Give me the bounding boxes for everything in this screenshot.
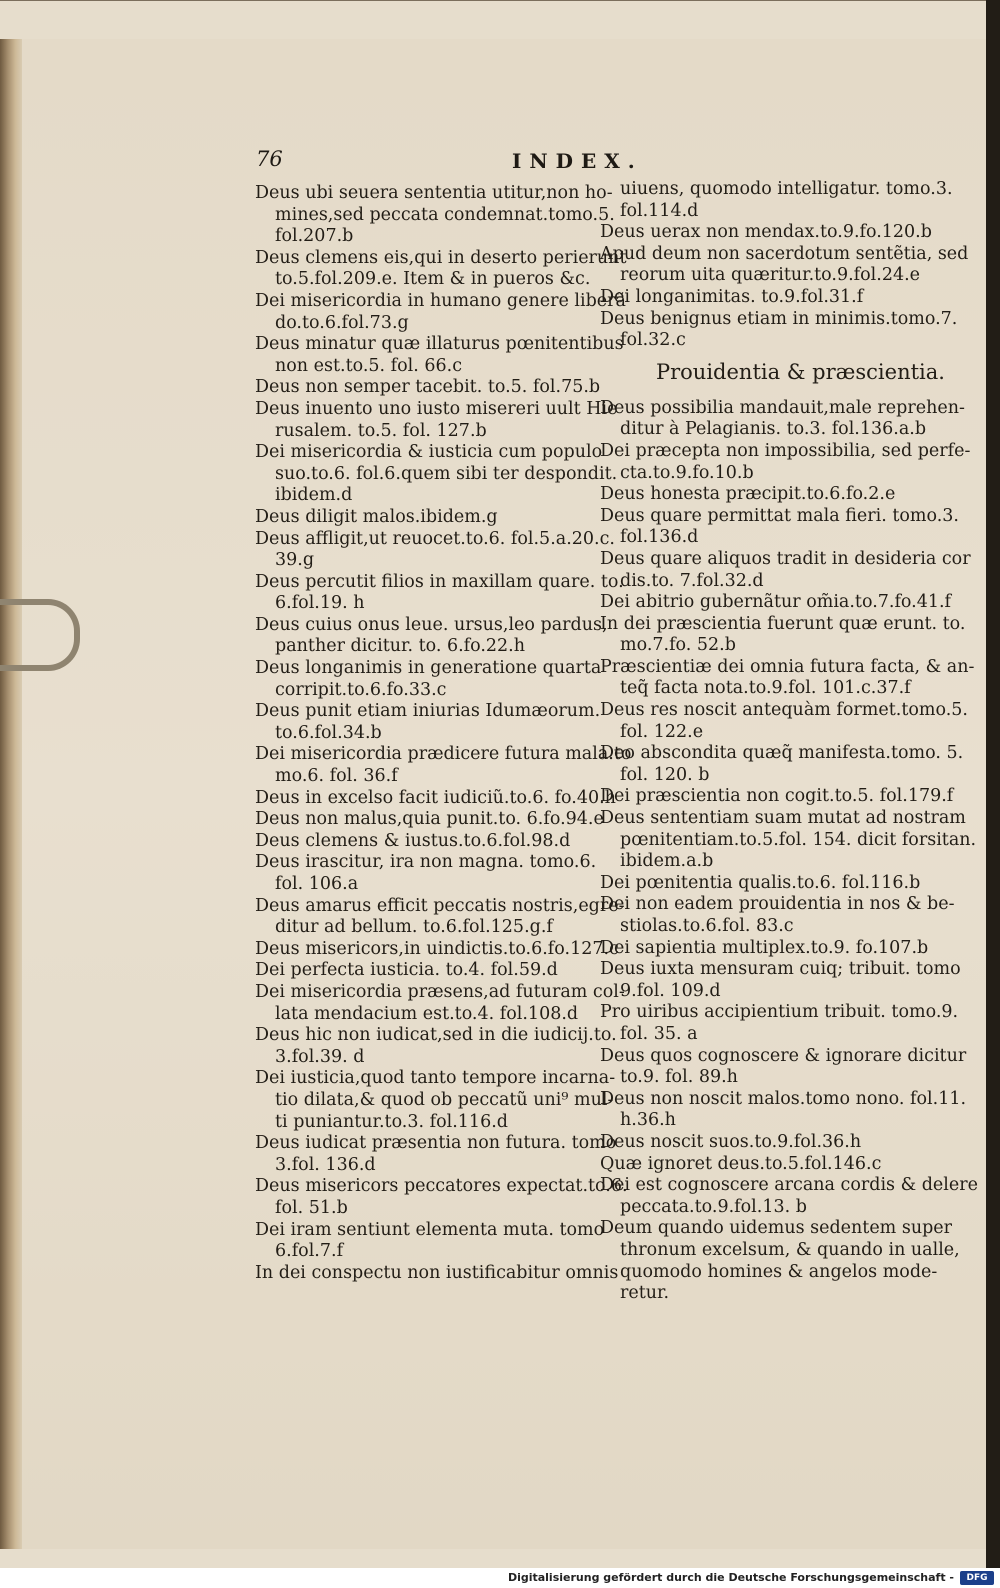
index-entry-line: fol.207.b: [275, 226, 354, 247]
index-entry-line: Dei misericordia in humano genere liberã: [255, 290, 626, 311]
index-entry: [255, 852, 600, 895]
index-entry-line: Deus iuxta mensuram cuiq; tribuit. tomo: [600, 959, 961, 980]
index-entry: [255, 247, 627, 291]
index-entry-line: Deus misericors peccatores expectat.to.6.: [255, 1176, 628, 1197]
index-entry-line: Deus percutit filios in maxillam quare. to.: [255, 571, 624, 592]
footer-bar: [0, 1568, 1000, 1588]
index-entry: [255, 701, 600, 744]
index-entry-line: Deus irascitur, ira non magna. tomo.6.: [255, 852, 597, 873]
index-entry: [600, 743, 964, 786]
index-entry-line: fol.114.d: [620, 200, 699, 221]
index-entry: [600, 873, 950, 895]
index-entry-line: Deum quando uidemus sedentem super: [600, 1218, 953, 1239]
index-entry-line: fol. 122.e: [620, 721, 704, 742]
index-entry-line: Dei perfecta iusticia. to.4. fol.59.d: [255, 960, 558, 981]
index-entry-line: Deus res noscit antequàm formet.tomo.5.: [600, 700, 968, 721]
index-entry-line: Deus in excelso facit iudiciũ.to.6. fo.40.h: [255, 787, 616, 808]
index-entry: [600, 592, 950, 614]
index-entry-line: Dei longanimitas. to.9.fol.31.f: [600, 286, 864, 307]
index-entry-line: Dei misericordia præsens,ad futuram col-: [255, 981, 625, 1002]
index-entry-line: peccata.to.9.fol.13. b: [620, 1196, 807, 1217]
index-entry-line: Quæ ignoret deus.to.5.fol.146.c: [600, 1153, 882, 1174]
index-entry: [600, 243, 969, 287]
index-entry-line: In dei præscientia fuerunt quæ erunt. to.: [600, 613, 966, 634]
index-entry-line: Præscientiæ dei omnia futura facta, & an-: [600, 656, 975, 677]
index-entry-line: Dei misericordia & iusticia cum populo: [255, 442, 603, 463]
index-entry: [255, 398, 618, 442]
index-entry-line: Deus sententiam suam mutat ad nostram: [600, 808, 966, 829]
index-entry-line: Deus inuento uno iusto misereri uult Hie: [255, 398, 618, 419]
index-entry: [255, 1262, 619, 1285]
index-entry-line: non est.to.5. fol. 66.c: [275, 355, 463, 376]
index-entry-line: ti puniantur.to.3. fol.116.d: [275, 1111, 508, 1132]
index-entry-line: 3.fol.39. d: [275, 1046, 365, 1067]
index-entry-line: Deus ubi seuera sententia utitur,non ho-: [255, 183, 613, 203]
index-entry-line: 9.fol. 109.d: [620, 980, 721, 1001]
index-entry: [600, 938, 950, 960]
index-entry: [255, 442, 618, 507]
index-entry-line: fol. 106.a: [275, 874, 359, 894]
index-entry: [255, 377, 600, 399]
index-entry: [600, 548, 971, 592]
index-entry: [255, 1068, 616, 1133]
index-entry-line: 39.g: [275, 550, 315, 571]
bookmark-clip: [0, 599, 80, 671]
index-entry-line: fol.136.d: [620, 527, 699, 548]
index-entry-line: Dei iram sentiunt elementa muta. tomo: [255, 1219, 605, 1240]
index-entry-line: Deus quos cognoscere & ignorare dicitur: [600, 1045, 967, 1066]
index-entry: [600, 808, 977, 873]
index-entry-line: lata mendacium est.to.4. fol.108.d: [275, 1003, 579, 1024]
index-entry: [255, 1176, 628, 1219]
index-entry-line: thronum excelsum, & quando in ualle,: [620, 1239, 960, 1260]
index-entry: [255, 744, 632, 787]
index-entry-line: Deus quare aliquos tradit in desideria cor: [600, 548, 971, 569]
index-entry: [600, 1002, 959, 1045]
index-entry: [600, 613, 966, 657]
index-entry-line: Dei sapientia multiplex.to.9. fo.107.b: [600, 937, 929, 958]
index-entry-line: rusalem. to.5. fol. 127.b: [275, 420, 487, 441]
scan-background: [986, 0, 1000, 1568]
index-entry-line: Dei præcepta non impossibilia, sed perfe-: [600, 440, 971, 461]
index-entry-line: Dei est cognoscere arcana cordis & delere: [600, 1175, 978, 1196]
index-entry: [255, 981, 625, 1025]
index-entry-line: Deus possibilia mandauit,male reprehen-: [600, 397, 965, 418]
index-entry: [600, 179, 953, 222]
index-entry-line: Deus clemens & iustus.to.6.fol.98.d: [255, 830, 571, 851]
index-entry-line: teq̃ facta nota.to.9.fol. 101.c.37.f: [620, 678, 911, 699]
page-number: 76: [256, 147, 283, 171]
index-entry: [255, 507, 600, 529]
index-entry-line: Deus quare permittat mala fieri. tomo.3.: [600, 505, 959, 526]
index-entry: [600, 786, 954, 808]
index-entry: [255, 614, 608, 658]
index-entry: [600, 505, 959, 549]
running-head: INDEX.: [512, 149, 643, 173]
index-column-right: [600, 179, 978, 1305]
index-entry-line: h.36.h: [620, 1110, 676, 1131]
index-entry-line: Deus honesta præcipit.to.6.fo.2.e: [600, 484, 896, 505]
index-entry: [255, 831, 600, 853]
index-entry-line: Deus misericors,in uindictis.to.6.fo.127.c: [255, 938, 619, 959]
index-entry: [600, 700, 968, 743]
index-entry: [255, 183, 615, 248]
index-entry-line: do.to.6.fol.73.g: [275, 312, 409, 333]
index-entry-line: stiolas.to.6.fol. 83.c: [620, 916, 794, 936]
index-entry-line: fol. 120. b: [620, 764, 710, 785]
index-entry-line: 3.fol. 136.d: [275, 1154, 376, 1175]
index-entry: [600, 397, 965, 441]
index-entry-line: Deus punit etiam iniurias Idumæorum.: [255, 701, 601, 722]
index-entry: [255, 1133, 617, 1176]
index-entry-line: cta.to.9.fo.10.b: [620, 462, 754, 483]
index-entry-line: Dei pœnitentia qualis.to.6. fol.116.b: [600, 872, 921, 893]
index-entry: [255, 895, 625, 939]
right-entries-top: [600, 179, 969, 352]
section-heading: Prouidentia & præscientia.: [656, 359, 945, 384]
index-entry-line: ibidem.a.b: [620, 851, 714, 872]
index-entry-line: Dei iusticia,quod tanto tempore incarna-: [255, 1068, 616, 1089]
footer-credit: Digitalisierung gefördert durch die Deutsche Forschungsgemeinschaft -: [507, 1571, 954, 1584]
index-entry-line: retur.: [620, 1283, 670, 1304]
index-entry-line: fol. 35. a: [620, 1023, 698, 1044]
index-entry: [600, 1045, 967, 1089]
index-entry-line: Deus diligit malos.ibidem.g: [255, 506, 498, 527]
dfg-logo: DFG: [960, 1571, 994, 1585]
index-entry: [255, 571, 624, 615]
index-entry: [600, 1175, 978, 1218]
index-entry-line: ibidem.d: [275, 485, 353, 506]
index-entry-line: ditur ad bellum. to.6.fol.125.g.f: [275, 917, 553, 938]
index-entry-line: Deus non semper tacebit. to.5. fol.75.b: [255, 377, 601, 398]
index-entry: [600, 308, 958, 352]
index-entry-line: Deus minatur quæ illaturus pœnitentibus: [255, 334, 624, 355]
index-entry-line: Deo abscondita quæq̃ manifesta.tomo. 5.: [600, 743, 964, 764]
index-entry-line: Deus non noscit malos.tomo nono. fol.11.: [600, 1088, 967, 1109]
index-entry: [255, 787, 616, 810]
index-entry-line: fol.32.c: [620, 330, 686, 351]
index-entry: [600, 222, 950, 244]
index-entry-line: dis.to. 7.fol.32.d: [620, 570, 764, 591]
index-entry-line: 6.fol.19. h: [275, 593, 365, 614]
index-entry: [600, 1154, 950, 1176]
index-entry-line: ditur à Pelagianis. to.3. fol.136.a.b: [620, 419, 927, 440]
index-entry-line: In dei conspectu non iustificabitur omnis: [255, 1262, 619, 1283]
index-entry-line: Apud deum non sacerdotum sentẽtia, sed: [600, 243, 969, 264]
index-entry-line: Dei misericordia prædicere futura mala.to: [255, 744, 632, 765]
index-entry-line: corripit.to.6.fo.33.c: [275, 679, 447, 700]
index-entry-line: Deus clemens eis,qui in deserto perierunt: [255, 247, 627, 268]
index-entry-line: Deus non malus,quia punit.to. 6.fo.94.e: [255, 809, 604, 830]
index-entry: [255, 528, 615, 572]
index-entry: [600, 656, 975, 700]
book-spine: [0, 39, 22, 1549]
index-entry-line: suo.to.6. fol.6.quem sibi ter despondit.: [275, 463, 618, 484]
index-entry: [255, 290, 626, 334]
index-entry-line: Deus affligit,ut reuocet.to.6. fol.5.a.20.c.: [255, 528, 615, 549]
index-entry: [600, 959, 961, 1002]
index-entry: [255, 334, 624, 377]
index-entry-line: Pro uiribus accipientium tribuit. tomo.9.: [600, 1002, 959, 1023]
index-entry-line: pœnitentiam.to.5.fol. 154. dicit forsitan.: [620, 829, 977, 850]
index-entry: [600, 1132, 950, 1154]
index-entry-line: Deus longanimis in generatione quarta: [255, 658, 602, 679]
right-entries-bottom: [600, 397, 978, 1305]
index-entry-line: Deus hic non iudicat,sed in die iudicij.to.: [255, 1025, 617, 1046]
index-entry-line: Deus benignus etiam in minimis.tomo.7.: [600, 308, 958, 329]
index-entry: [255, 1025, 617, 1068]
index-entry: [255, 960, 600, 982]
index-entry-line: panther dicitur. to. 6.fo.22.h: [275, 636, 526, 657]
index-entry-line: Deus uerax non mendax.to.9.fo.120.b: [600, 222, 932, 243]
index-entry-line: Dei non eadem prouidentia in nos & be-: [600, 894, 955, 915]
index-entry-line: Deus amarus efficit peccatis nostris,egre-: [255, 895, 625, 916]
index-entry-line: reorum uita quæritur.to.9.fol.24.e: [620, 265, 921, 286]
index-entry: [255, 1219, 605, 1263]
index-entry-line: mo.7.fo. 52.b: [620, 635, 736, 656]
index-entry-line: to.6.fol.34.b: [275, 722, 382, 743]
index-entry-line: quomodo homines & angelos mode-: [620, 1261, 938, 1282]
index-entry-line: uiuens, quomodo intelligatur. tomo.3.: [620, 179, 953, 199]
index-entry: [600, 484, 950, 506]
index-entry-line: mines,sed peccata condemnat.tomo.5.: [275, 204, 615, 225]
index-entry: [255, 658, 600, 701]
index-entry-line: Deus cuius onus leue. ursus,leo pardus,: [255, 614, 608, 635]
index-entry-line: fol. 51.b: [275, 1197, 348, 1218]
page-header: [250, 147, 950, 177]
index-entry: [255, 809, 604, 831]
index-entry: [600, 287, 950, 309]
index-entry-line: tio dilata,& quod ob peccatũ uni⁹ mul-: [275, 1089, 614, 1110]
index-entry-line: mo.6. fol. 36.f: [275, 766, 398, 787]
index-entry: [600, 1088, 967, 1132]
index-entry-line: Deus iudicat præsentia non futura. tomo: [255, 1133, 617, 1154]
index-entry: [255, 938, 619, 961]
index-entry-line: to.9. fol. 89.h: [620, 1067, 738, 1088]
index-entry-line: Dei præscientia non cogit.to.5. fol.179.f: [600, 786, 954, 807]
index-entry-line: to.5.fol.209.e. Item & in pueros &c.: [275, 269, 591, 290]
index-entry-line: 6.fol.7.f: [275, 1241, 344, 1262]
index-entry: [600, 1218, 960, 1304]
index-entry: [600, 894, 955, 937]
index-column-left: [255, 183, 632, 1284]
index-entry-line: Dei abitrio gubernãtur om̃ia.to.7.fo.41.f: [600, 592, 952, 613]
index-entry-line: Deus noscit suos.to.9.fol.36.h: [600, 1131, 862, 1152]
index-entry: [600, 440, 971, 484]
